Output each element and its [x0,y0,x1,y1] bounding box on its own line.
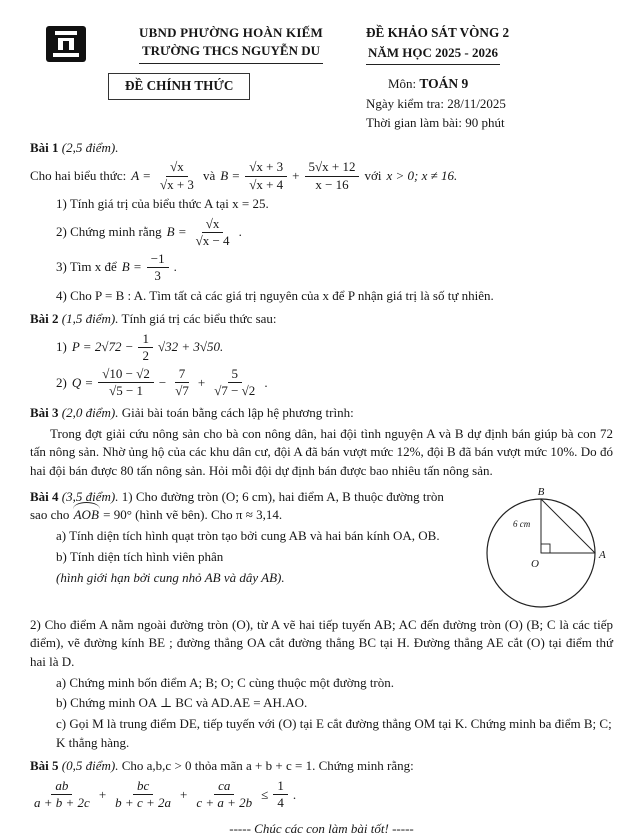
fraction-neg-one-third-num: −1 [147,252,169,269]
bai5-heading [30,757,613,775]
bai3-problem-text: Trong đợt giải cứu nông sản cho bà con nông dân, hai đội tình nguyện A và B dự định bán giúp bà con 72 tấn nông sản. Nhờ ủng hộ của các khu dân cư, đội A đã bán vượt mức 12%, đội B đã bán vượt mức 10%. Do đó hai đội bán được 80 tấn nông sản. Hỏi mỗi đội dự định bán được bao nhiêu tấn nông sản. [30,425,613,478]
bai4-p2-c: c) Gọi M là trung điểm DE, tiếp tuyến với (O) tại E cắt đường thẳng OM tại K. Chứng minh ba điểm B; C; K thẳng hàng. [56,716,612,750]
bai1-q3 [56,252,613,284]
fraction-q-2-num: 7 [175,367,190,384]
bai2-q2-end: . [264,374,268,390]
right-angle-mark [541,544,550,553]
bai5-title: Bài 5 [30,758,59,774]
header [30,24,613,134]
bai3-title: Bài 3 [30,404,59,420]
bai4-p1-a: a) Tính diện tích hình quạt tròn tạo bởi cung AB và hai bán kính OA, OB. [56,528,440,544]
bai1-q2-end: . [238,224,242,240]
bai5-intro: Cho a,b,c > 0 thỏa mãn a + b + c = 1. Chứng minh rằng: [121,758,414,774]
fraction-a-den: √x + 3 [159,176,194,192]
fraction-b2-num: 5√x + 12 [305,160,360,177]
fraction-b2-den: x − 16 [315,176,349,192]
bai1-q4: 4) Cho P = B : A. Tìm tất cả các giá trị nguyên của x để P nhận giá trị là số tự nhiên. [56,287,494,303]
plus-sign: + [197,374,206,390]
section-bai4 [30,485,613,752]
plus-sign-2: + [180,786,188,802]
bai4-p1-b: b) Tính diện tích hình viên phân [56,549,224,564]
subject-label: Môn: [387,76,417,92]
bai2-q2 [56,367,613,399]
condition-text: x > 0; x ≠ 16. [386,167,458,183]
organization-block [96,24,366,64]
exam-date: Ngày kiểm tra: 28/11/2025 [365,95,506,111]
fraction-q-1-num: √10 − √2 [98,367,154,384]
bai1-heading [30,139,613,157]
section-bai2 [30,310,613,399]
bai3-heading [30,404,613,422]
bai1-intro: Cho hai biểu thức: [30,167,127,183]
fraction-ineq-3-num: ca [214,779,234,796]
bai2-q2-number: 2) [56,374,67,390]
school-year [366,43,613,65]
fraction-q-3 [210,367,259,399]
bai2-q2-lhs: Q = [71,374,94,390]
fraction-b-simplified-num: √x [202,217,224,234]
expr-a-lhs: A = [131,167,151,183]
good-luck-message: ----- Chúc các con làm bài tốt! ----- [229,820,414,836]
fraction-one-half [138,332,153,364]
bai3-intro: Giải bài toán bằng cách lập hệ phương trình: [121,404,354,420]
subject-value: TOÁN 9 [419,76,469,92]
fraction-b2 [305,160,360,192]
bai1-title: Bài 1 [30,139,59,155]
logo-row [30,24,366,64]
bai2-q1-number: 1) [56,339,67,355]
bai2-q1 [56,332,613,364]
bai1-q2-lhs: B = [166,224,187,240]
fraction-neg-one-third [147,252,169,284]
bai1-q3-end: . [173,259,177,275]
plus-sign-1: + [98,786,107,802]
bai2-q1-lhs: P = 2√72 − [71,339,134,355]
exam-duration: Thời gian làm bài: 90 phút [365,115,505,131]
bai2-intro: Tính giá trị các biểu thức sau: [121,311,277,327]
fraction-q-3-den: √7 − √2 [214,383,256,399]
fraction-ineq-3 [192,779,256,811]
leq-sign: ≤ [261,786,269,802]
figure-label-a: A [599,549,606,562]
bai1-q3-text: 3) Tìm x để [56,259,117,275]
bai1-q2-text: 2) Chứng minh rằng [56,224,162,240]
org-name-line1: UBND PHƯỜNG HOÀN KIẾM [139,25,323,40]
bai4-title: Bài 4 [30,488,59,504]
fraction-b1-num: √x + 3 [245,160,287,177]
bai2-title: Bài 2 [30,311,59,327]
expr-b-lhs: B = [220,167,241,183]
official-exam-badge: ĐỀ CHÍNH THỨC [108,73,250,100]
fraction-one-half-num: 1 [138,332,153,349]
fraction-ineq-2 [111,779,175,811]
bai5-end: . [292,786,297,802]
school-logo-icon [46,26,86,62]
fraction-q-1-den: √5 − 1 [109,383,144,399]
bai4-heading [30,488,455,525]
fraction-b1-den: √x + 4 [249,176,284,192]
fraction-b1 [245,160,287,192]
fraction-one-fourth-den: 4 [277,795,284,811]
bai4-p1-b-note: (hình giới hạn bởi cung nhỏ AB và dây AB). [56,569,285,585]
fraction-ineq-3-den: c + a + 2b [196,795,253,811]
condition-pre: với [364,167,382,183]
fraction-ineq-1-num: ab [51,779,72,796]
fraction-one-fourth-num: 1 [273,779,288,796]
fraction-one-fourth [273,779,288,811]
bai4-p1-text: 1) Cho đường tròn (O; 6 cm), hai điểm A, B thuộc đường tròn sao cho [30,488,444,523]
fraction-ineq-1-den: a + b + 2c [34,795,90,811]
circle-figure [461,485,613,613]
bai2-heading [30,310,613,328]
header-right [366,24,613,134]
bai4-part1-text [30,485,461,590]
fraction-ineq-1 [30,779,94,811]
section-bai3 [30,404,613,480]
fraction-q-1 [98,367,154,399]
bai4-p1-text-post: = 90° (hình vẽ bên). Cho π ≈ 3,14. [103,507,283,523]
fraction-b-simplified-den: √x − 4 [195,233,230,249]
subject-line [388,74,613,93]
bai1-points: (2,5 điểm). [61,139,119,155]
bai3-points: (2,0 điểm). [61,404,119,420]
fraction-ineq-2-num: bc [133,779,153,796]
fraction-a-num: √x [166,160,188,177]
bai4-p2-b: b) Chứng minh OA ⊥ BC và AD.AE = AH.AO. [56,695,308,711]
fraction-neg-one-third-den: 3 [154,268,161,284]
bai5-points: (0,5 điểm). [61,758,119,774]
fraction-ineq-2-den: b + c + 2a [115,795,171,811]
school-year-text: NĂM HỌC 2025 - 2026 [366,44,500,65]
exam-title: ĐỀ KHẢO SÁT VÒNG 2 [365,25,510,40]
school-name: TRƯỜNG THCS NGUYỄN DU [139,42,323,63]
minus-sign: − [158,374,167,390]
fraction-q-2 [171,367,193,399]
bai4-points: (3,5 điểm). [61,488,119,504]
bai4-p2-a: a) Chứng minh bốn điểm A; B; O; C cùng thuộc một đường tròn. [56,674,395,690]
fraction-q-3-num: 5 [228,367,243,384]
bai2-q1-rest: √32 + 3√50. [157,339,224,355]
figure-label-b: B [537,486,545,499]
fraction-q-2-den: √7 [175,383,189,399]
fraction-a [156,160,198,192]
section-bai1 [30,139,613,306]
angle-aob-arc: AOB [73,506,100,524]
plus-sign: + [292,167,300,183]
fraction-b-simplified [192,217,234,249]
bai1-q1: 1) Tính giá trị của biểu thức A tại x = 25. [56,196,269,212]
and-word: và [202,167,216,183]
bai2-points: (1,5 điểm). [61,311,119,327]
fraction-one-half-den: 2 [142,348,149,364]
bai4-part2-text: 2) Cho điểm A nằm ngoài đường tròn (O), từ A vẽ hai tiếp tuyến AB; AC đến đường tròn (O) (B; C là các tiếp điểm), vẽ đường kính BE ; đường thẳng OA cắt đường thẳng BC tại H. Đường thẳng AE cắt (O) tại điểm thứ hai là D. [30,616,613,669]
org-name-line2 [96,42,366,63]
figure-radius-label: 6 cm [513,519,531,530]
bai1-expressions [30,160,613,192]
figure-label-o: O [531,558,539,571]
section-bai5 [30,757,613,811]
bai4-part1-row [30,485,613,613]
bai5-inequality [30,779,613,811]
chord-ab-line [541,499,595,553]
header-left [30,24,366,134]
bai1-q3-lhs: B = [121,259,142,275]
bai1-q2 [56,217,613,249]
